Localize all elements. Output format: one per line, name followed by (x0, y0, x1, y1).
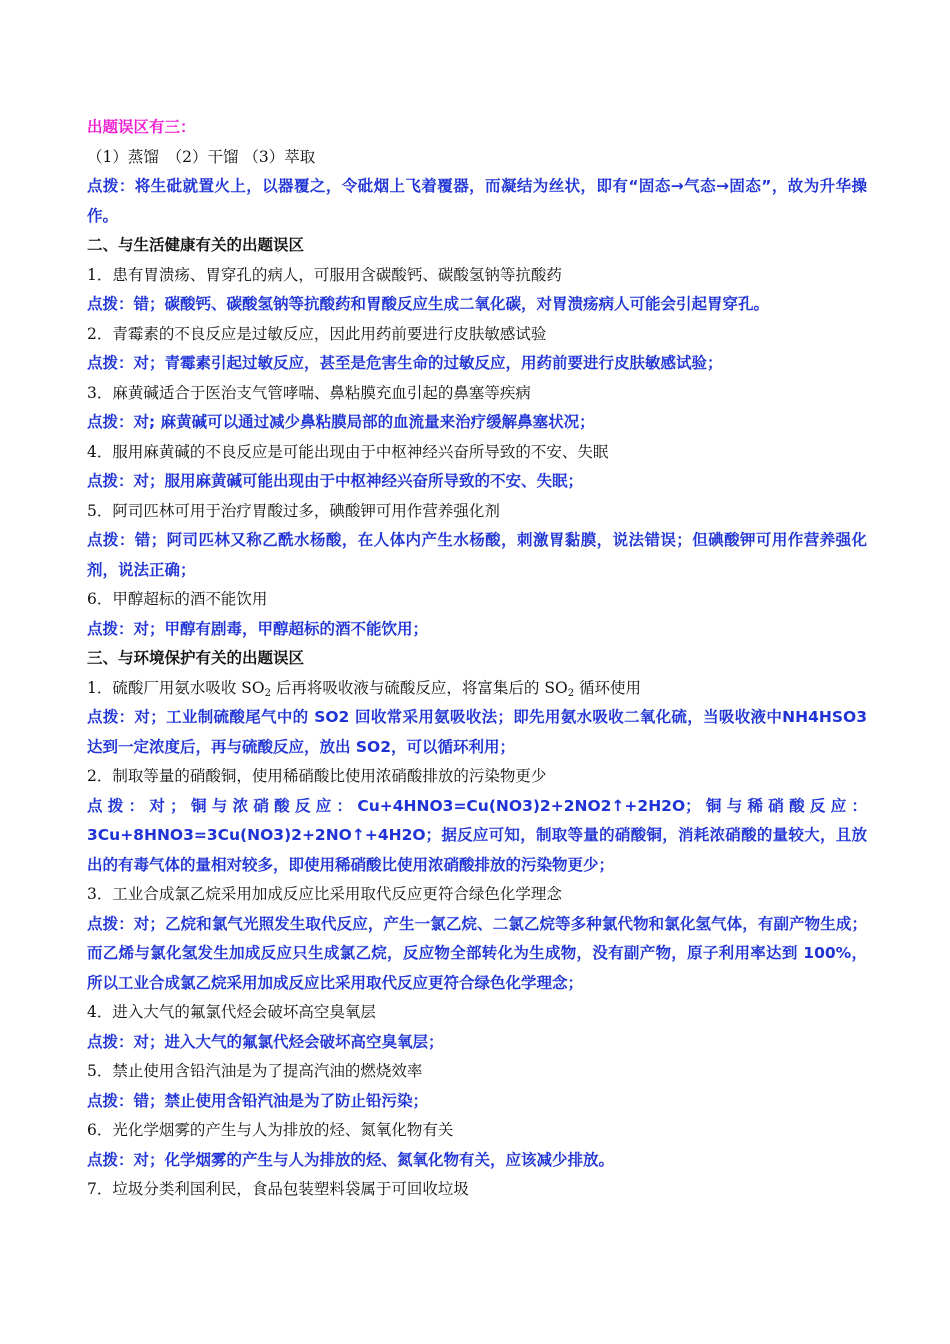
hint-paragraph: 点拨：对；服用麻黄碱可能出现由于中枢神经兴奋所导致的不安、失眠； (87, 472, 584, 490)
hint-paragraph: 点拨：对；进入大气的氟氯代烃会破坏高空臭氧层； (87, 1032, 444, 1051)
hint-paragraph: 点拨：对；青霉素引起过敏反应，甚至是危害生命的过敏反应，用药前要进行皮肤敏感试验； (87, 354, 723, 372)
hint-paragraph: 点拨：错；阿司匹林又称乙酰水杨酸，在人体内产生水杨酸，刺激胃黏膜，说法错误；但碘酸钾可用作营养强化剂，说法正确； (87, 531, 867, 579)
hint-paragraph: 点拨：对；铜与浓硝酸反应：Cu+4HNO3=Cu(NO3)2+2NO2↑+2H2O；铜与稀硝酸反应：3Cu+8HNO3=3Cu(NO3)2+2NO↑+4H2O；据反应可知，制取等量的硝酸铜，消耗浓硝酸的量较大，且放出的有毒气体的量相对较多，即使用稀硝酸比使用浓硝酸排放的污染物更少； (87, 796, 867, 874)
hint-paragraph: 点拨：对；工业制硫酸尾气中的 SO2 回收常采用氨吸收法；即先用氨水吸收二氧化硫，当吸收液中NH4HSO3 达到一定浓度后，再与硫酸反应，放出 SO2，可以循环利用； (87, 708, 867, 756)
question-item: 7．垃圾分类利国利民，食品包装塑料袋属于可回收垃圾 (87, 1180, 469, 1198)
question-item: 6．甲醇超标的酒不能饮用 (87, 590, 268, 608)
question-item: 2．青霉素的不良反应是过敏反应，因此用药前要进行皮肤敏感试验 (87, 324, 547, 343)
question-text-part: 后再将吸收液与硫酸反应，将富集后的 SO (271, 678, 568, 697)
hint-paragraph: 点拨：将生砒就置火上，以器覆之，令砒烟上飞着覆器，而凝结为丝状，即有“固态→气态→固态”，故为升华操作。 (87, 177, 867, 225)
question-item: 3．麻黄碱适合于医治支气管哮喘、鼻粘膜充血引起的鼻塞等疾病 (87, 383, 531, 402)
question-item: 1．患有胃溃疡、胃穿孔的病人，可服用含碳酸钙、碳酸氢钠等抗酸药 (87, 265, 562, 284)
question-item: 4．进入大气的氟氯代烃会破坏高空臭氧层 (87, 1003, 376, 1021)
hint-paragraph: 点拨：错；碳酸钙、碳酸氢钠等抗酸药和胃酸反应生成二氧化碳，对胃溃疡病人可能会引起胃穿孔。 (87, 295, 770, 313)
options-line: （1）蒸馏 （2）干馏 （3）萃取 (87, 147, 316, 166)
question-item: 6．光化学烟雾的产生与人为排放的烃、氮氧化物有关 (87, 1121, 454, 1139)
question-item: 4．服用麻黄碱的不良反应是可能出现由于中枢神经兴奋所导致的不安、失眠 (87, 442, 609, 461)
question-text-part: 循环使用 (574, 678, 641, 697)
hint-paragraph: 点拨：错；禁止使用含铅汽油是为了防止铅污染； (87, 1091, 429, 1110)
document-content (87, 113, 867, 1205)
question-text-part: 1．硫酸厂用氨水吸收 SO (87, 678, 265, 697)
question-item: 5．禁止使用含铅汽油是为了提高汽油的燃烧效率 (87, 1062, 423, 1080)
subscript: 2 (567, 687, 575, 699)
hint-paragraph: 点拨：对；甲醇有剧毒，甲醇超标的酒不能饮用； (87, 619, 429, 638)
question-item (87, 674, 867, 704)
section-heading-environment: 三、与环境保护有关的出题误区 (87, 649, 305, 667)
subscript: 2 (264, 687, 271, 699)
hint-paragraph: 点拨：对；乙烷和氯气光照发生取代反应，产生一氯乙烷、二氯乙烷等多种氯代物和氯化氢气体，有副产物生成；而乙烯与氯化氢发生加成反应只生成氯乙烷，反应物全部转化为生成物，没有副产物，原子利用率达到 100%，所以工业合成氯乙烷采用加成反应比采用取代反应更符合绿色化学理念； (87, 914, 867, 992)
question-item: 2．制取等量的硝酸铜，使用稀硝酸比使用浓硝酸排放的污染物更少 (87, 767, 547, 785)
hint-paragraph: 点拨：对; 麻黄碱可以通过减少鼻粘膜局部的血流量来治疗缓解鼻塞状况； (87, 413, 595, 431)
hint-paragraph: 点拨：对；化学烟雾的产生与人为排放的烃、氮氧化物有关，应该减少排放。 (87, 1150, 615, 1169)
question-item: 3．工业合成氯乙烷采用加成反应比采用取代反应更符合绿色化学理念 (87, 885, 562, 903)
question-item: 5．阿司匹林可用于治疗胃酸过多，碘酸钾可用作营养强化剂 (87, 501, 500, 520)
section-intro-heading: 出题误区有三： (87, 118, 196, 136)
section-heading-health: 二、与生活健康有关的出题误区 (87, 236, 305, 254)
